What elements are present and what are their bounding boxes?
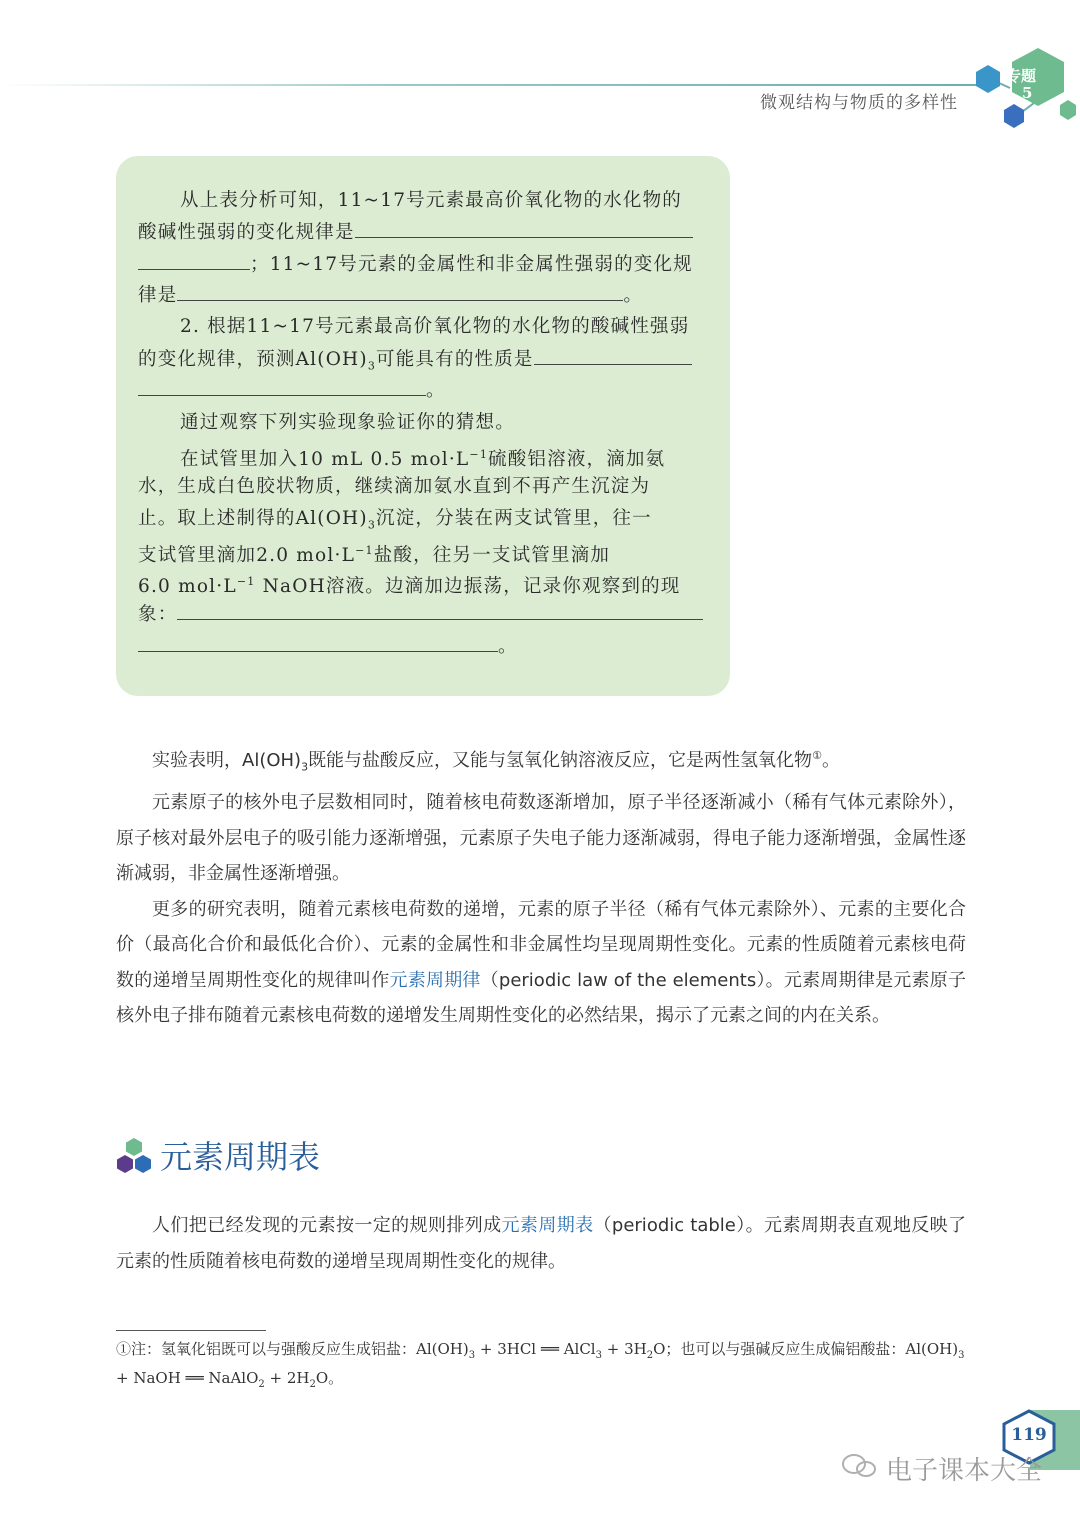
activity-line: 在试管里加入10 mL 0.5 $mol\cdot L^{-1}$硫酸铝溶液，滴加氨 [180, 448, 666, 471]
answer-blank[interactable] [138, 377, 426, 396]
section-title: 元素周期表 [160, 1138, 321, 1176]
answer-blank[interactable] [138, 633, 498, 652]
answer-blank[interactable] [355, 219, 693, 238]
activity-box [116, 156, 730, 696]
answer-blank[interactable] [534, 346, 692, 365]
answer-blank[interactable] [177, 282, 623, 301]
topic-number: 5 [1022, 84, 1033, 102]
body-text [116, 738, 966, 1034]
activity-line: 。 [138, 377, 446, 404]
footnote-ref[interactable]: ① [812, 749, 822, 762]
paragraph: 更多的研究表明，随着元素核电荷数的递增，元素的原子半径（稀有气体元素除外）、元素的主要化合价（最高化合价和最低化合价）、元素的金属性和非金属性均呈现周期性变化。元素的性质随着元素核电荷数的递增呈周期性变化的规律叫作元素周期律（periodic law of the elements）。元素周期律是元素原子核外电子排布随着元素核电荷数的递增发生周期性变化的必然结果，揭示了元素之间的内在关系。 [116, 898, 967, 1027]
activity-line: 。 [138, 633, 518, 660]
activity-line: 水，生成白色胶状物质，继续滴加氨水直到不再产生沉淀为 [138, 476, 651, 497]
activity-line: 2. 根据11~17号元素最高价氧化物的水化物的酸碱性强弱 [180, 316, 690, 337]
footnote-rule [116, 1330, 266, 1331]
answer-blank[interactable] [138, 251, 250, 270]
activity-line: ；11~17号元素的金属性和非金属性强弱的变化规 [138, 251, 693, 278]
header-rule [0, 84, 1000, 86]
activity-line: 从上表分析可知，11~17号元素最高价氧化物的水化物的 [180, 190, 682, 211]
activity-line: 律是 。 [138, 282, 643, 309]
activity-line: 止。取上述制得的$Al(OH)_3$沉淀，分装在两支试管里，往一 [138, 508, 652, 532]
activity-line: 通过观察下列实验现象验证你的猜想。 [180, 412, 515, 433]
activity-line: 酸碱性强弱的变化规律是 [138, 219, 693, 246]
keyword-periodic-law: 元素周期律 [389, 969, 481, 991]
activity-line: 支试管里滴加2.0 $mol\cdot L^{-1}$盐酸，往另一支试管里滴加 [138, 544, 611, 567]
keyword-periodic-table: 元素周期表 [501, 1215, 594, 1236]
section-hexagon-icon [114, 1136, 154, 1176]
answer-blank[interactable] [177, 601, 703, 620]
section-text [116, 1208, 966, 1279]
footnote: ①注：氢氧化铝既可以与强酸反应生成铝盐：$Al(OH)_3 + 3HCl$ ══ AlCl$_3$ + $3H_2O$；也可以与强碱反应生成偏铝酸盐：$Al(OH)_3$ + NaOH ══ NaAlO$_2$ + $2H_2O$。 [116, 1340, 965, 1390]
topic-label: 专题 [1006, 67, 1037, 85]
activity-line: 6.0 $mol\cdot L^{-1}$ NaOH溶液。边滴加边振荡，记录你观察到的现 [138, 575, 681, 598]
running-header-title: 微观结构与物质的多样性 [760, 93, 958, 113]
paragraph: 元素原子的核外电子层数相同时，随着核电荷数逐渐增加，原子半径逐渐减小（稀有气体元素除外），原子核对最外层电子的吸引能力逐渐增强，元素原子失电子能力逐渐减弱，得电子能力逐渐增强，金属性逐渐减弱，非金属性逐渐增强。 [116, 792, 966, 885]
wechat-icon [840, 1452, 880, 1480]
activity-line: 象： [138, 601, 703, 628]
activity-line: 的变化规律，预测$Al(OH)_3$可能具有的性质是 [138, 346, 692, 380]
paragraph: 人们把已经发现的元素按一定的规则排列成元素周期表（periodic table）。元素周期表直观地反映了元素的性质随着核电荷数的递增呈现周期性变化的规律。 [116, 1215, 967, 1272]
page-number: 119 [1011, 1425, 1047, 1445]
watermark-text: 电子课本大全 [886, 1456, 1043, 1486]
paragraph: 实验表明，$Al(OH)_3$既能与盐酸反应，又能与氢氧化钠溶液反应，它是两性氢氧化物①。 [152, 749, 840, 774]
